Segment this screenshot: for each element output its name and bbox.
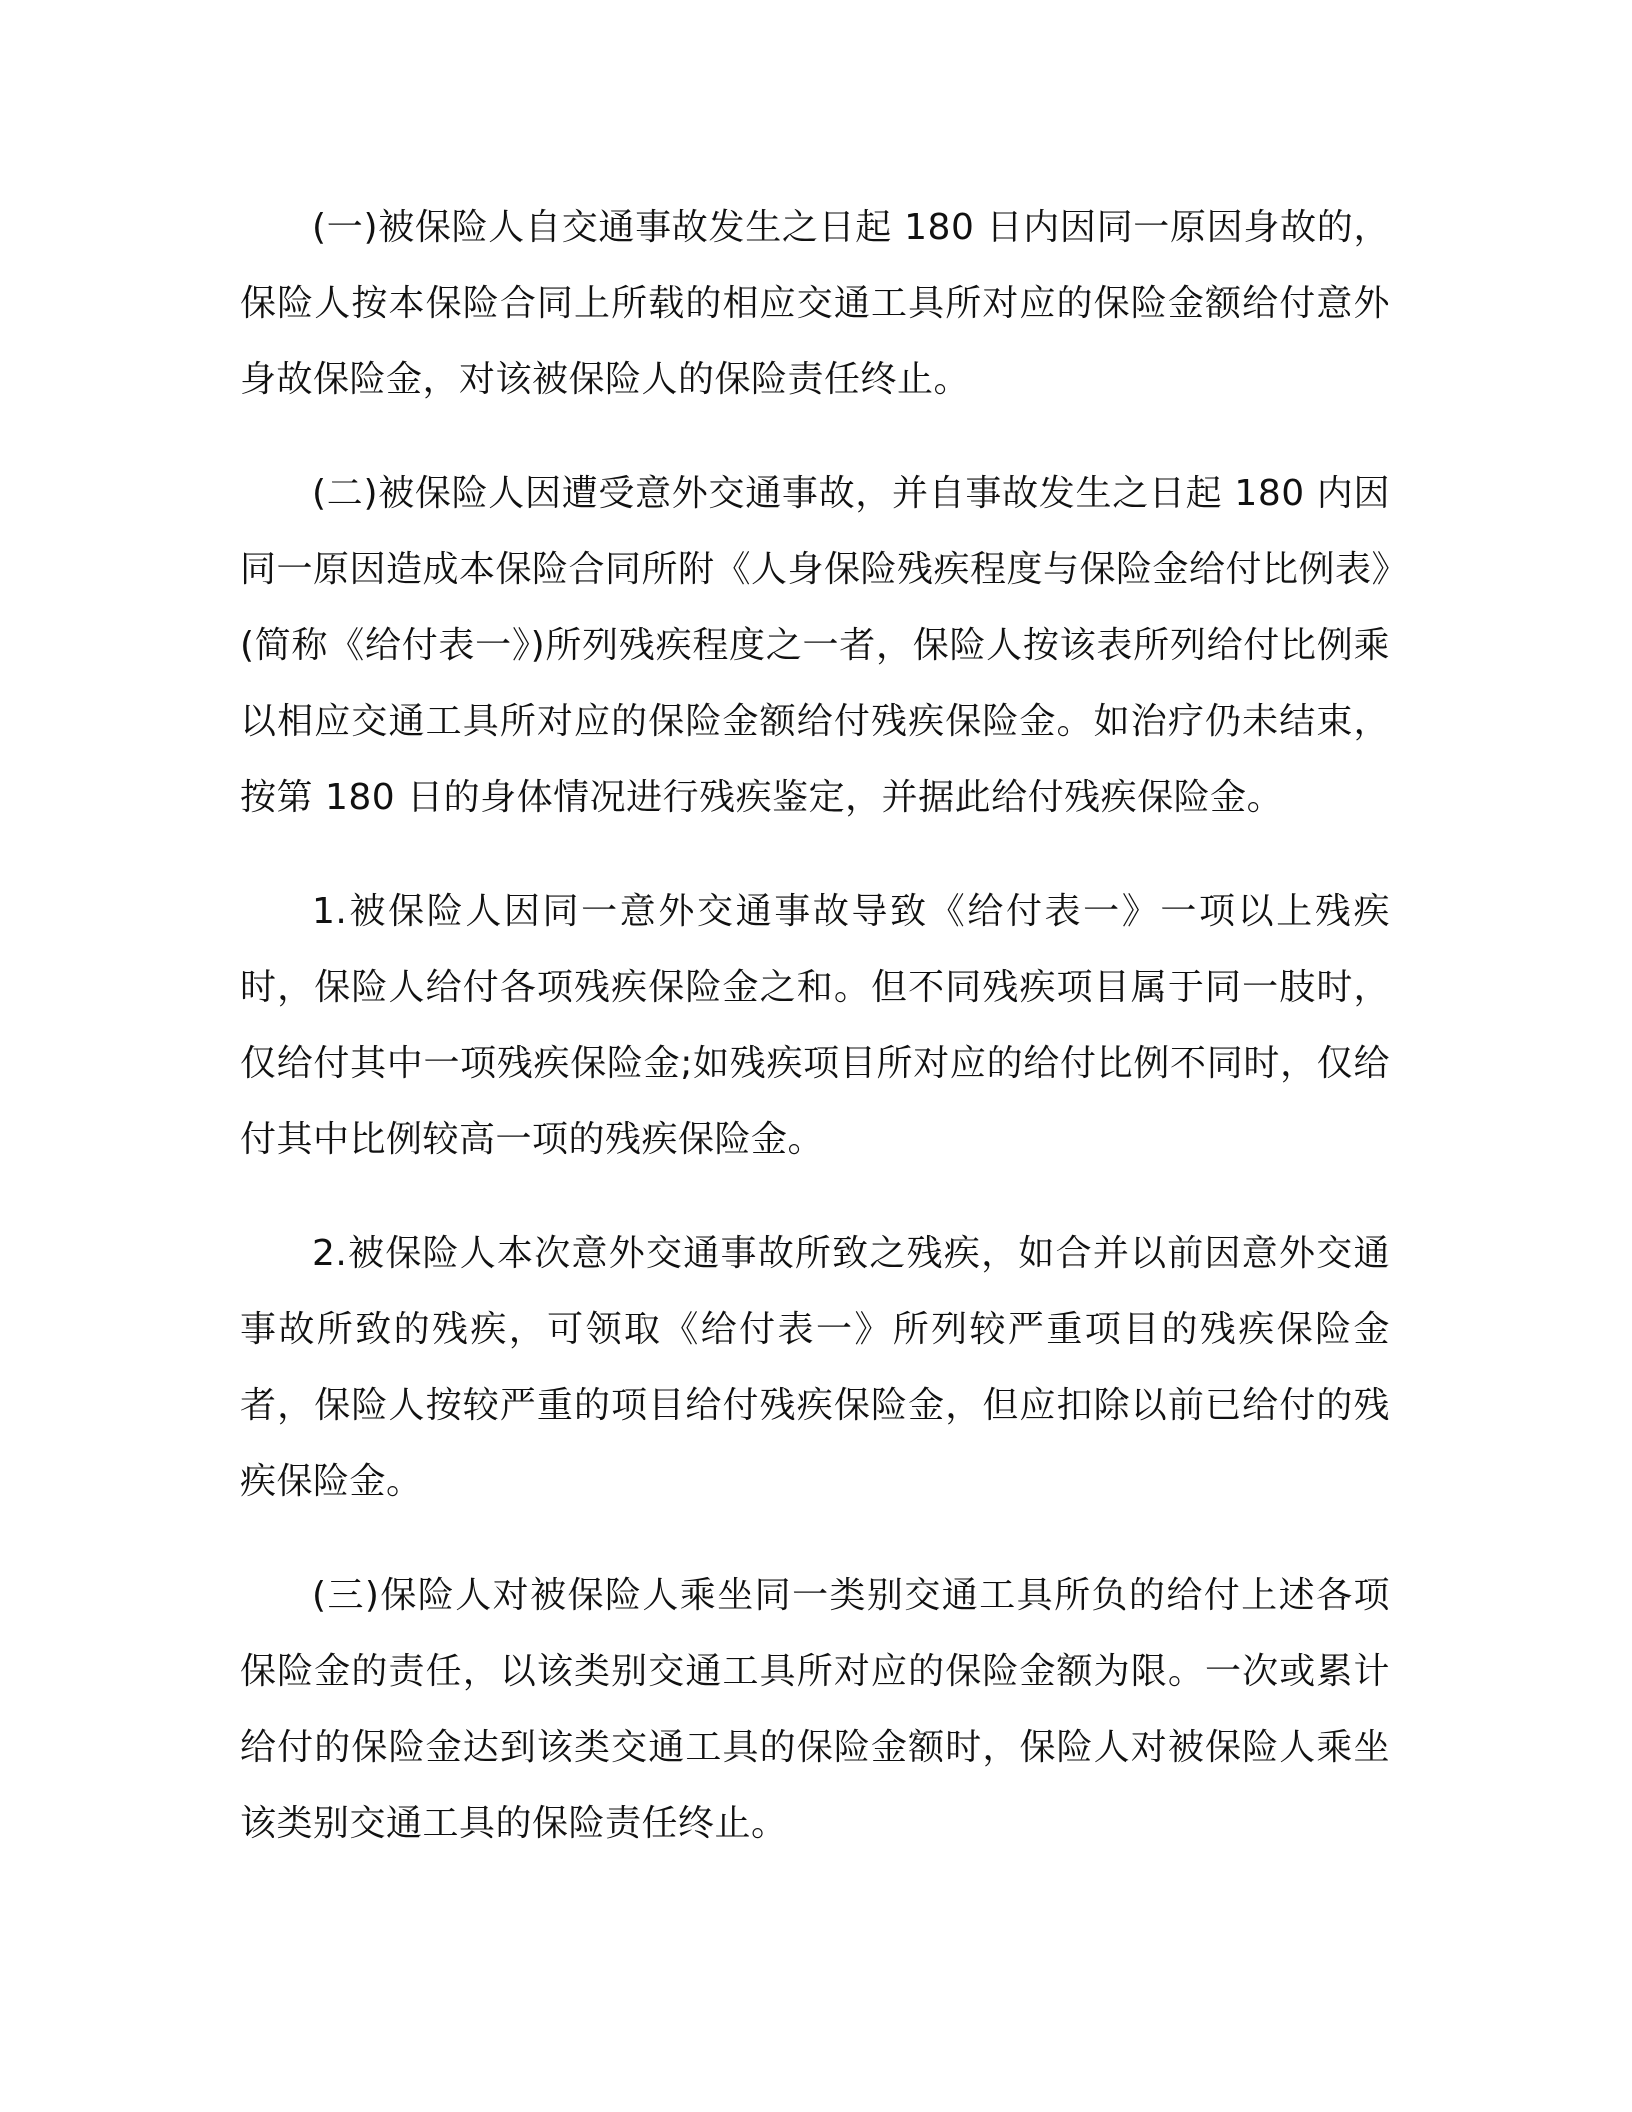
paragraph-death-benefit: (一)被保险人自交通事故发生之日起 180 日内因同一原因身故的，保险人按本保险合同上所载的相应交通工具所对应的保险金额给付意外身故保险金，对该被保险人的保险责任终止。 [240,207,1390,400]
document-body [240,190,1390,1900]
paragraph-rule-2: 2.被保险人本次意外交通事故所致之残疾，如合并以前因意外交通事故所致的残疾，可领取《给付表一》所列较严重项目的残疾保险金者，保险人按较严重的项目给付残疾保险金，但应扣除以前已给付的残疾保险金。 [240,1233,1390,1502]
paragraph-rule-1: 1.被保险人因同一意外交通事故导致《给付表一》一项以上残疾时，保险人给付各项残疾保险金之和。但不同残疾项目属于同一肢时，仅给付其中一项残疾保险金;如残疾项目所对应的给付比例不同时，仅给付其中比例较高一项的残疾保险金。 [240,891,1390,1160]
paragraph-disability-benefit: (二)被保险人因遭受意外交通事故，并自事故发生之日起 180 内因同一原因造成本保险合同所附《人身保险残疾程度与保险金给付比例表》(简称《给付表一》)所列残疾程度之一者，保险人按该表所列给付比例乘以相应交通工具所对应的保险金额给付残疾保险金。如治疗仍未结束，按第 180 日的身体情况进行残疾鉴定，并据此给付残疾保险金。 [240,473,1391,818]
paragraph-liability-limit: (三)保险人对被保险人乘坐同一类别交通工具所负的给付上述各项保险金的责任，以该类别交通工具所对应的保险金额为限。一次或累计给付的保险金达到该类交通工具的保险金额时，保险人对被保险人乘坐该类别交通工具的保险责任终止。 [240,1575,1390,1844]
